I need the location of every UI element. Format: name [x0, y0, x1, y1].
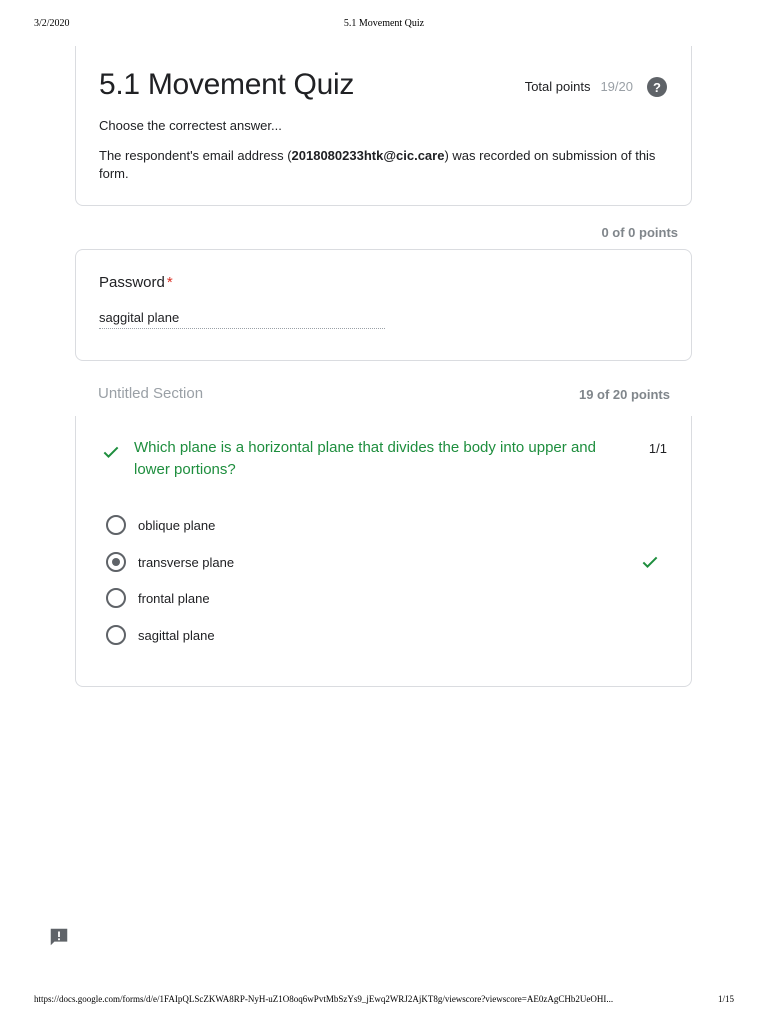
- question-text: Which plane is a horizontal plane that divides the body into upper and lower portions?: [134, 439, 596, 478]
- password-label: Password *: [99, 274, 173, 291]
- option-transverse-plane[interactable]: [106, 552, 234, 572]
- print-page-number: 1/15: [717, 994, 734, 1004]
- required-asterisk: *: [166, 274, 173, 291]
- print-title: 5.1 Movement Quiz: [343, 18, 425, 29]
- correct-check-icon: [640, 552, 660, 572]
- option-label: oblique plane: [138, 517, 216, 533]
- check-icon: [101, 442, 121, 462]
- radio-button-selected[interactable]: [106, 552, 126, 572]
- question-score: 1/1: [648, 441, 667, 456]
- option-sagittal-plane[interactable]: [106, 625, 215, 645]
- print-date: 3/2/2020: [34, 18, 70, 29]
- option-label: transverse plane: [138, 554, 235, 570]
- respondent-email: 2018080233htk@cic.care: [291, 148, 445, 163]
- form-header-card: [75, 46, 692, 206]
- radio-button[interactable]: [106, 625, 126, 645]
- option-label: frontal plane: [138, 590, 210, 606]
- section-title: Untitled Section: [98, 385, 204, 402]
- password-answer: saggital plane: [99, 310, 385, 329]
- print-url: https://docs.google.com/forms/d/e/1FAIpQLScZKWA8RP-NyH-uZ1O8oq6wPvtMbSzYs9_jEwq2WRJ2AjKT8g/viewscore?viewscore=AE0zAgCHb2UeOHI...: [34, 994, 614, 1004]
- total-points: [525, 79, 633, 94]
- option-label: sagittal plane: [138, 627, 215, 643]
- password-section-points: 0 of 0 points: [601, 225, 678, 240]
- feedback-icon[interactable]: [48, 926, 70, 948]
- email-note: The respondent's email address (2018080233htk@cic.care) was recorded on submission of this form.: [99, 148, 656, 181]
- question-card: [75, 416, 692, 687]
- total-points-label: Total points: [524, 79, 591, 94]
- password-card: [75, 249, 692, 361]
- help-icon[interactable]: ?: [647, 77, 667, 97]
- radio-button[interactable]: [106, 588, 126, 608]
- radio-button[interactable]: [106, 515, 126, 535]
- option-oblique-plane[interactable]: [106, 515, 215, 535]
- option-frontal-plane[interactable]: [106, 588, 210, 608]
- total-points-score: 19/20: [600, 79, 633, 94]
- section-points: 19 of 20 points: [578, 387, 670, 402]
- form-description: Choose the correctest answer...: [99, 118, 282, 133]
- form-title: 5.1 Movement Quiz: [99, 68, 355, 101]
